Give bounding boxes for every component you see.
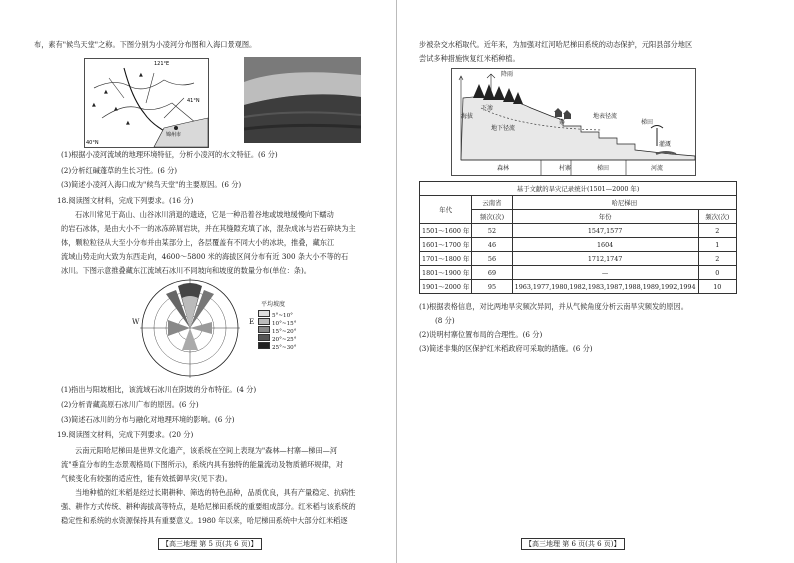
q19-heading: 19.阅读图文材料，完成下列要求。(20 分) bbox=[57, 430, 194, 439]
table-row: 1901～2000 年 95 1963,1977,1980,1982,1983,1987,1988,1989,1992,1994 10 bbox=[420, 280, 737, 294]
diag-village: 寨 bbox=[559, 119, 566, 126]
diag-seep: 下渗 bbox=[481, 105, 494, 112]
zone-river: 河流 bbox=[651, 165, 664, 172]
compass-n bbox=[187, 276, 192, 277]
q17-2: (2)分析红碱蓬草的生长习性。(6 分) bbox=[61, 166, 178, 175]
diag-irrigation: 灌溉 bbox=[659, 141, 672, 148]
diag-axis: 海拔 bbox=[461, 113, 474, 120]
col-yunnan: 云南省 bbox=[472, 196, 512, 210]
slope-legend bbox=[258, 310, 297, 350]
q19-text-5: 强、耕作方式传统、耕种海拔高等特点，是哈尼梯田系统的重要组成部分。红米稻与该系统的 bbox=[61, 502, 356, 511]
q18-text-1: 石冰川常见于高山、山谷冰川消退的遗迹，它是一种沿着谷地或坡地缓慢向下蠕动 bbox=[75, 210, 334, 219]
q19-3: (3)简述非集的区保护红米稻政府可采取的措施。(6 分) bbox=[419, 344, 593, 353]
legend-item: 25°~30° bbox=[258, 342, 297, 350]
top-line-1: 步被杂交水稻取代。近年来，为加强对红河哈尼梯田系统的动态保护，元阳县部分地区 bbox=[419, 40, 693, 49]
legend-item: 15°~20° bbox=[258, 326, 297, 334]
map-lat-label: 41°N bbox=[187, 98, 200, 104]
table-row: 1801～1900 年 69 — 0 bbox=[420, 266, 737, 280]
svg-text:▲: ▲ bbox=[114, 106, 118, 112]
q19-2: (2)说明村寨位置布局的合理性。(6 分) bbox=[419, 330, 543, 339]
page-footer-6: 【高三地理 第 6 页(共 6 页)】 bbox=[521, 538, 625, 550]
estuary-photo bbox=[244, 57, 361, 143]
river-map bbox=[84, 58, 209, 148]
q18-1: (1)指出与阳坡相比，该流域石冰川在阴坡的分布特征。(4 分) bbox=[61, 385, 257, 394]
col-yn-freq: 频次(次) bbox=[472, 210, 512, 224]
q18-text-4: 流域山势走向大致为东西走向，4600～5800 米的海拔区间分布有近 300 条大小不等的石 bbox=[61, 252, 349, 261]
diag-groundwater: 地下径流 bbox=[491, 125, 516, 132]
legend-title: 平均坡度 bbox=[261, 301, 286, 308]
diag-surface: 地表径流 bbox=[593, 113, 618, 120]
page-footer-5: 【高三地理 第 5 页(共 6 页)】 bbox=[158, 538, 262, 550]
map-lat2-label: 40°N bbox=[86, 140, 99, 146]
table-row: 1501～1600 年 52 1547,1577 2 bbox=[420, 224, 737, 238]
col-era: 年代 bbox=[420, 196, 472, 224]
top-line-2: 尝试多种措施恢复红米稻种植。 bbox=[419, 54, 520, 63]
q19-text-6: 稳定性和系统的水资源保持具有重要意义。1980 年以来，哈尼梯田系统中大部分红米稻逐 bbox=[61, 516, 348, 525]
q18-text-3: 体，颗粒粒径从大至小分布并由某部分上，各层覆盖有不同大小的冰块，推叠，藏东江 bbox=[61, 238, 335, 247]
compass-w: W bbox=[132, 317, 140, 326]
table-row: 1701～1800 年 56 1712,1747 2 bbox=[420, 252, 737, 266]
q17-1: (1)根据小凌河流域的地理环境特征，分析小凌河的水文特征。(6 分) bbox=[61, 150, 278, 159]
q18-text-2: 的岩石冰体，是由大小不一的冰冻碎屑岩块，并在其缝隙充填了冰，混杂成冰与岩石碎块为主 bbox=[61, 224, 356, 233]
zone-village: 村寨 bbox=[559, 165, 572, 172]
drought-record-table bbox=[419, 181, 737, 294]
page-6 bbox=[397, 0, 794, 563]
q18-2: (2)分析青藏高原石冰川广布的原因。(6 分) bbox=[61, 400, 199, 409]
q18-3: (3)简述石冰川的分布与融化对地理环境的影响。(6 分) bbox=[61, 415, 235, 424]
q19-1: (1)根据表格信息，对比两地旱灾频次异同，并从气候角度分析云南旱灾频发的原因。 bbox=[419, 302, 688, 311]
intro-line: 布，素有"候鸟天堂"之称。下图分别为小凌河分布图和入海口景观图。 bbox=[34, 40, 257, 49]
svg-text:▲: ▲ bbox=[92, 102, 96, 108]
zone-forest: 森林 bbox=[497, 165, 510, 172]
q18-text-5: 冰川。下图示意推叠藏东江流域石冰川不同坡向和坡度的数量分布(单位：条)。 bbox=[61, 266, 311, 275]
map-place-label: 锦州市 bbox=[166, 132, 182, 138]
q18-heading: 18.阅读图文材料，完成下列要求。(16 分) bbox=[57, 196, 194, 205]
table-row: 1601～1700 年 46 1604 1 bbox=[420, 238, 737, 252]
col-hani: 哈尼梯田 bbox=[512, 196, 736, 210]
q19-text-1: 云南元阳哈尼梯田是世界文化遗产，该系统在空间上表现为"森林—村寨—梯田—河 bbox=[75, 446, 338, 455]
svg-text:▲: ▲ bbox=[139, 72, 143, 78]
zone-terrace: 梯田 bbox=[597, 165, 610, 172]
diag-rain: 降雨 bbox=[501, 71, 514, 78]
svg-text:▲: ▲ bbox=[126, 120, 130, 126]
q19-1-score: (8 分) bbox=[435, 316, 455, 325]
diag-fields: 梯田 bbox=[641, 119, 654, 126]
q19-text-3: 气候变化有较强的适应性，能有效抵御旱灾(见下表)。 bbox=[61, 474, 232, 483]
hani-terrace-diagram bbox=[451, 68, 696, 176]
legend-item: 5°~10° bbox=[258, 310, 297, 318]
q19-text-2: 流"垂直分布的生态景观格局(下图所示)，系统内具有独特的能量流动及物质循环规律，对 bbox=[61, 460, 344, 469]
compass-e: E bbox=[249, 317, 255, 326]
q19-text-4: 当地种植的红米稻是经过长期耕种、筛选的特色品种，品质优良，具有产量稳定、抗病性 bbox=[75, 488, 356, 497]
svg-text:▲: ▲ bbox=[104, 89, 108, 95]
q17-3: (3)简述小凌河入海口成为"候鸟天堂"的主要原因。(6 分) bbox=[61, 180, 242, 189]
legend-item: 20°~25° bbox=[258, 334, 297, 342]
glacier-rose-diagram bbox=[138, 276, 243, 381]
col-year: 年份 bbox=[512, 210, 698, 224]
col-hani-freq: 频次(次) bbox=[698, 210, 736, 224]
map-lon-label: 121°E bbox=[154, 61, 170, 67]
legend-item: 10°~15° bbox=[258, 318, 297, 326]
table-title: 基于文献的旱灾记录统计(1501—2000 年) bbox=[420, 182, 737, 196]
